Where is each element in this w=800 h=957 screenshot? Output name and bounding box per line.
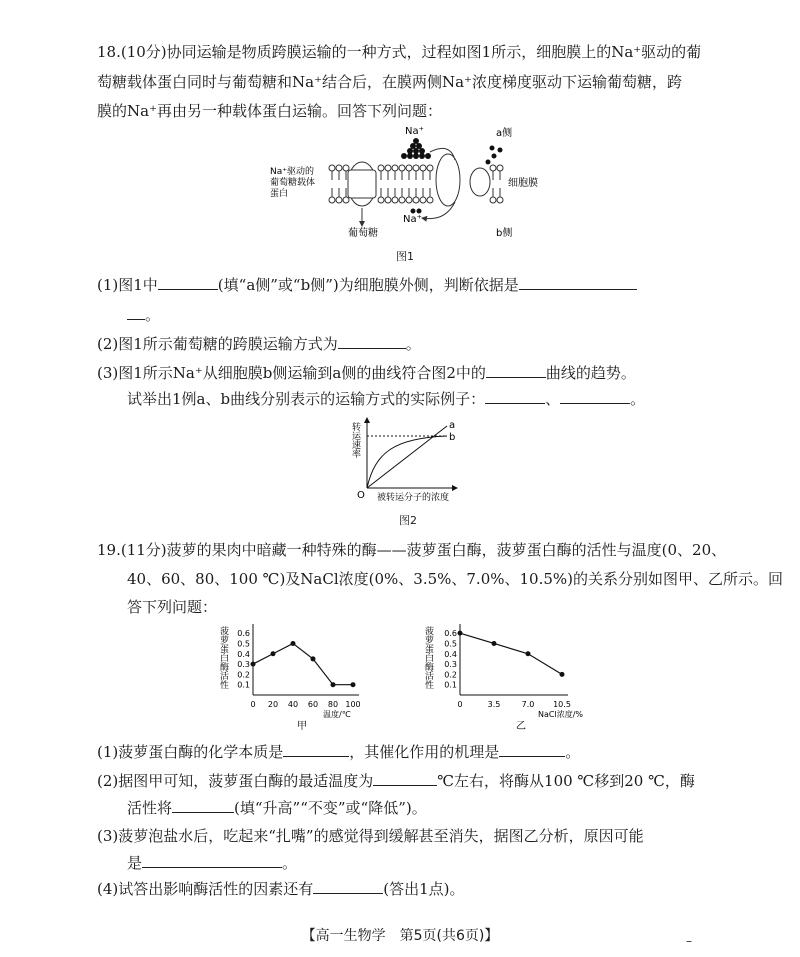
x-tick-label: 0: [457, 700, 463, 709]
q19-sub4-a: (4)试答出影响酶活性的因素还有: [97, 880, 314, 898]
na-carrier-protein: [436, 154, 460, 206]
page-footer: 【高一生物学 第5页(共6页)】: [301, 928, 499, 944]
y-tick-label: 0.4: [444, 649, 457, 659]
q18-sub1-a: (1)图1中: [97, 276, 158, 294]
na-top-label: Na⁺: [405, 126, 424, 137]
q19-sub4-b: (答出1点)。: [383, 880, 465, 898]
q18-sub2-b: 。: [405, 335, 421, 353]
y-tick-label: 0.5: [237, 639, 250, 649]
carrier-label-2: 葡萄糖载体: [270, 178, 316, 188]
x-tick-label: 20: [267, 700, 279, 709]
y-tick-label: 0.5: [444, 639, 457, 649]
q19-sub2: [97, 771, 695, 791]
q18-sub3-b: 曲线的趋势。: [545, 364, 636, 382]
chart-jia: [215, 618, 380, 733]
curve-b-line: [367, 436, 447, 488]
answer-blank-18-1a[interactable]: [158, 275, 218, 290]
y-tick-label: 0.2: [444, 670, 457, 680]
q19-sub3-line2-a: 是: [127, 854, 143, 872]
data-point: [311, 656, 316, 661]
q18-stem-line3: 膜的Na⁺再由另一种载体蛋白运输。回答下列问题：: [97, 102, 442, 120]
x-axis-label: NaCl浓度/%: [538, 710, 583, 719]
q18-sub3-line2: [127, 389, 645, 409]
na-ion-pile: [401, 138, 431, 159]
q18-sub3-line2-c: 。: [630, 390, 646, 408]
q18-sub3-line2-b: 、: [545, 390, 561, 408]
fig2-xlabel: 被转运分子的浓度: [377, 493, 450, 503]
x-tick-label: 100: [345, 700, 361, 709]
answer-blank-18-1b[interactable]: [519, 275, 637, 290]
fig2-ylabel: 转运速率: [350, 422, 360, 458]
y-tick-label: 0.3: [444, 660, 457, 670]
answer-blank-19-1b[interactable]: [499, 742, 565, 757]
answer-blank-19-4[interactable]: [313, 879, 383, 894]
answer-blank-19-2b[interactable]: [172, 798, 234, 813]
x-axis-label: 温度/℃: [323, 710, 351, 719]
chart-title: 乙: [516, 721, 526, 732]
q18-stem-line2: 萄糖载体蛋白同时与葡萄糖和Na⁺结合后，在膜两侧Na⁺浓度梯度驱动下运输葡萄糖，跨: [97, 73, 682, 91]
q19-stem-line2: 40、60、80、100 ℃)及NaCl浓度(0%、3.5%、7.0%、10.5%)的关系分别如图甲、乙所示。回: [127, 570, 784, 588]
membrane-label: 细胞膜: [508, 178, 538, 189]
q19-sub2-b: ℃左右，将酶从100 ℃移到20 ℃，酶: [437, 772, 695, 790]
q18-sub3-line2-a: 试举出1例a、b曲线分别表示的运输方式的实际例子：: [127, 390, 486, 408]
carrier-label-1: Na⁺驱动的: [270, 167, 314, 177]
na-bottom-dots: [411, 209, 422, 214]
data-point: [560, 672, 565, 677]
y-tick-label: 0.6: [444, 629, 457, 639]
x-tick-label: 10.5: [553, 700, 571, 709]
q18-sub2-a: (2)图1所示葡萄糖的跨膜运输方式为: [97, 335, 338, 353]
q19-sub1: [97, 742, 580, 762]
glucose-dots: [486, 146, 503, 165]
answer-blank-18-3c[interactable]: [560, 389, 630, 404]
x-tick-label: 3.5: [487, 700, 501, 709]
q19-sub2-line2-a: 活性将: [127, 799, 173, 817]
x-tick-label: 80: [327, 700, 339, 709]
y-axis-label: 菠萝蛋白酶活性: [218, 626, 228, 689]
answer-blank-19-3[interactable]: [142, 853, 282, 868]
q19-sub1-c: 。: [565, 743, 581, 761]
data-point: [291, 641, 296, 646]
q19-sub3-line2: [127, 853, 297, 873]
y-tick-label: 0.6: [237, 629, 250, 639]
q19-stem-line1: 19.(11分)菠萝的果肉中暗藏一种特殊的酶——菠萝蛋白酶，菠萝蛋白酶的活性与温度(0、20、: [97, 541, 727, 559]
q18-stem-line1: 18.(10分)协同运输是物质跨膜运输的一种方式，过程如图1所示，细胞膜上的Na⁺驱动的葡: [97, 43, 702, 61]
q18-sub1-cont: [127, 305, 160, 325]
q18-sub2: [97, 334, 421, 354]
answer-blank-18-2[interactable]: [338, 334, 406, 349]
a-side-label: a侧: [496, 128, 513, 139]
q18-sub1-b: (填“a侧”或“b侧”)为细胞膜外侧，判断依据是: [217, 276, 519, 294]
q18-sub3: [97, 363, 636, 383]
corner-mark: –: [686, 934, 692, 948]
q19-sub2-line2-b: (填“升高”“不变”或“降低”)。: [234, 799, 427, 817]
answer-blank-19-1a[interactable]: [283, 742, 349, 757]
y-tick-label: 0.3: [237, 660, 250, 670]
data-point: [331, 682, 336, 687]
q19-sub2-a: (2)据图甲可知，菠萝蛋白酶的最适温度为: [97, 772, 374, 790]
q19-sub1-a: (1)菠萝蛋白酶的化学本质是: [97, 743, 284, 761]
chart-title: 甲: [297, 721, 307, 732]
chart-yi: [420, 618, 610, 733]
x-tick-label: 7.0: [521, 700, 535, 709]
figure2-transport-curves: [345, 412, 470, 507]
q19-sub4: [97, 879, 465, 899]
curve-b-label: b: [449, 432, 456, 443]
series-line: [460, 633, 562, 674]
y-axis-label: 菠萝蛋白酶活性: [423, 626, 433, 689]
y-tick-label: 0.1: [237, 680, 250, 690]
x-tick-label: 60: [307, 700, 319, 709]
y-tick-label: 0.2: [237, 670, 250, 680]
carrier-label-3: 蛋白: [270, 189, 289, 199]
answer-blank-18-3b[interactable]: [485, 389, 545, 404]
data-point: [492, 641, 497, 646]
b-side-label: b侧: [496, 228, 513, 239]
figure1-caption: 图1: [396, 250, 414, 263]
y-tick-label: 0.1: [444, 680, 457, 690]
answer-blank-18-3a[interactable]: [486, 363, 546, 378]
answer-blank-18-1c[interactable]: [127, 305, 145, 320]
data-point: [526, 651, 531, 656]
figure2-caption: 图2: [399, 514, 417, 527]
glucose-label: 葡萄糖: [348, 228, 378, 239]
q18-sub1-c: 。: [145, 306, 161, 324]
na-bottom-label: Na⁺: [403, 214, 422, 225]
data-point: [351, 682, 356, 687]
q19-sub2-line2: [127, 798, 427, 818]
data-point: [271, 651, 276, 656]
x-tick-label: 40: [287, 700, 299, 709]
curve-a-line: [367, 426, 447, 488]
q19-sub1-b: ，其催化作用的机理是: [349, 743, 500, 761]
figure1-membrane-diagram: [270, 122, 570, 242]
q18-sub1: [97, 275, 637, 295]
curve-a-label: a: [449, 420, 456, 431]
answer-blank-19-2a[interactable]: [373, 771, 437, 786]
q18-sub3-a: (3)图1所示Na⁺从细胞膜b侧运输到a侧的曲线符合图2中的: [97, 364, 486, 382]
q19-stem-line3: 答下列问题：: [127, 598, 218, 616]
series-line: [253, 643, 353, 684]
y-tick-label: 0.4: [237, 649, 250, 659]
x-tick-label: 0: [250, 700, 256, 709]
q19-sub3-line2-b: 。: [282, 854, 298, 872]
q19-sub3: (3)菠萝泡盐水后，吃起来“扎嘴”的感觉得到缓解甚至消失，据图乙分析，原因可能: [97, 827, 644, 845]
origin-label: O: [357, 490, 365, 501]
data-point: [251, 662, 256, 667]
data-point: [458, 631, 463, 636]
